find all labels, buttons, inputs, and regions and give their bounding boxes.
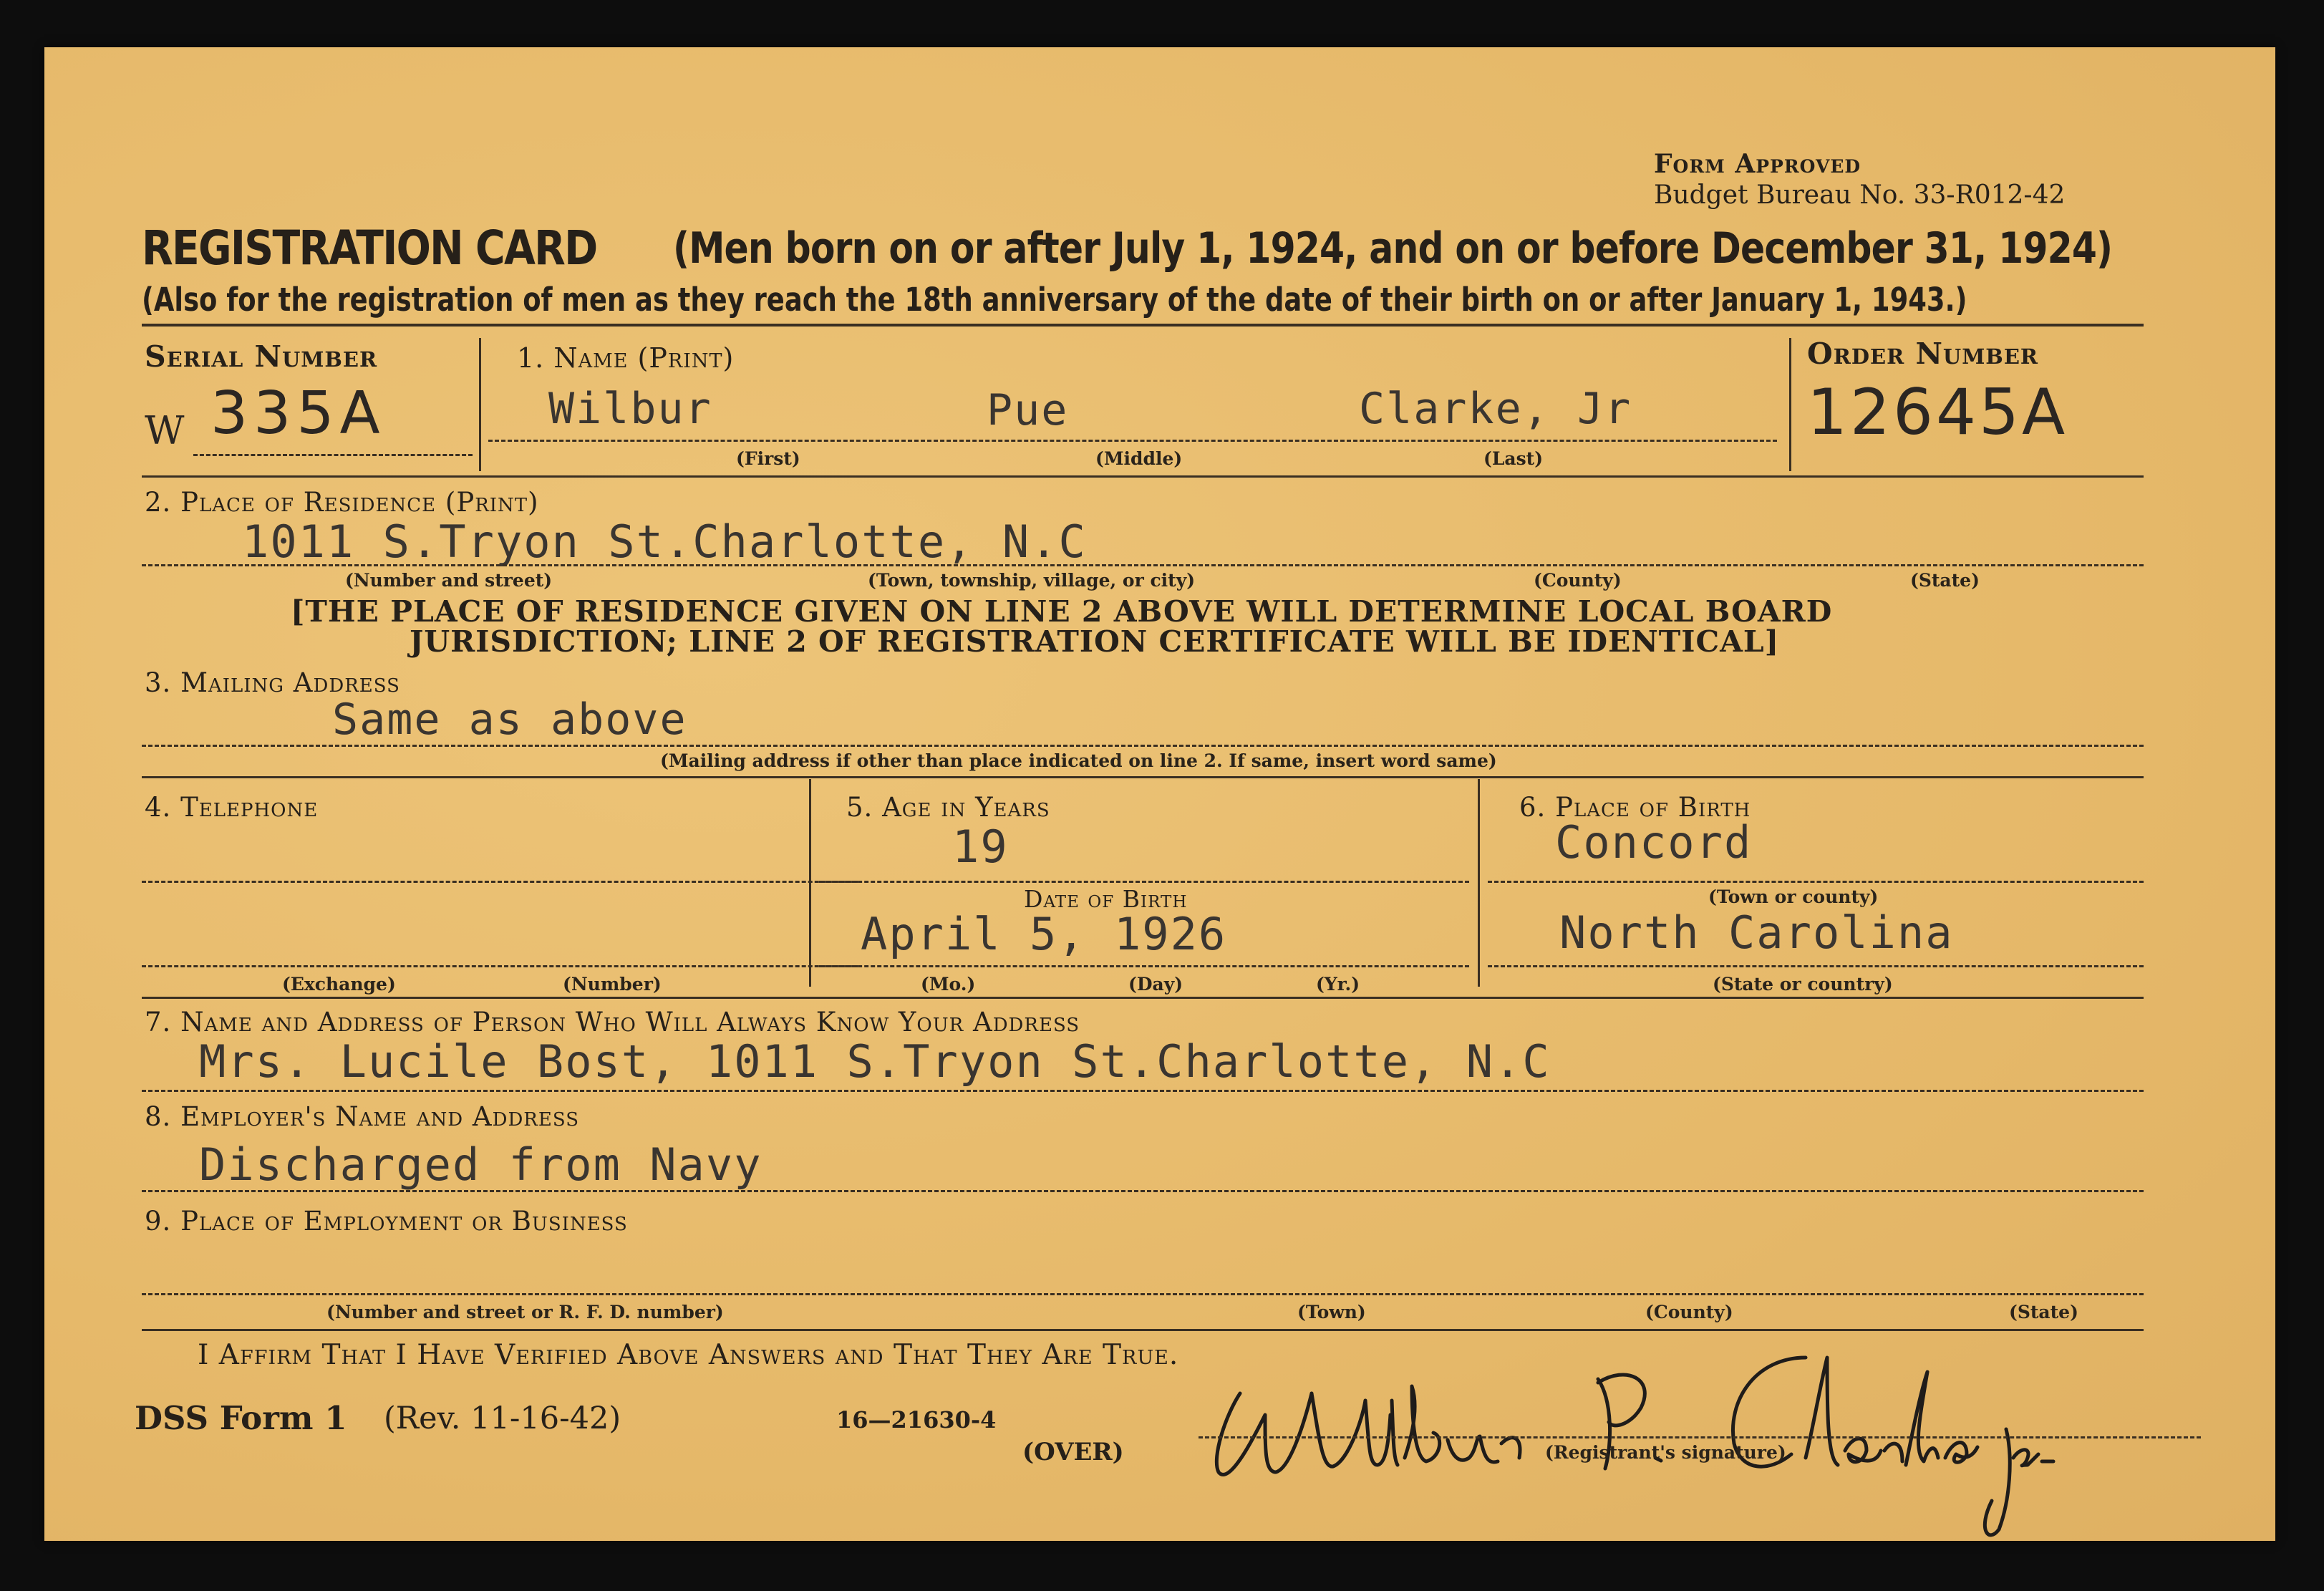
contact-value: Mrs. Lucile Bost, 1011 S.Tryon St.Charlotte, N.C	[199, 1035, 1551, 1088]
caption-town: (Town, township, village, or city)	[868, 570, 1196, 591]
signature-caption: (Registrant's signature)	[1545, 1442, 1786, 1463]
caption-year: (Yr.)	[1316, 974, 1360, 995]
employer-value: Discharged from Navy	[199, 1138, 762, 1191]
dob-value: April 5, 1926	[861, 908, 1227, 960]
print-code: 16—21630-4	[836, 1406, 997, 1433]
serial-prefix: W	[145, 408, 185, 453]
town-caption: (Town or county)	[1708, 886, 1879, 907]
budget-bureau: Budget Bureau No. 33-R012-42	[1654, 180, 2066, 210]
caption-street-rfd: (Number and street or R. F. D. number)	[326, 1302, 724, 1322]
caption-exchange: (Exchange)	[282, 974, 396, 995]
birthplace-label: 6. Place of Birth	[1519, 792, 1751, 823]
employment-underline	[142, 1293, 2144, 1295]
contact-underline	[142, 1090, 2144, 1092]
registration-card	[44, 47, 2275, 1541]
caption-employment-town: (Town)	[1297, 1302, 1366, 1322]
age-label: 5. Age in Years	[846, 792, 1050, 823]
card-title: REGISTRATION CARD	[142, 221, 597, 276]
caption-first: (First)	[736, 448, 800, 469]
divider	[479, 338, 481, 471]
residence-value: 1011 S.Tryon St.Charlotte, N.C	[242, 516, 1087, 568]
caption-number: (Number)	[563, 974, 662, 995]
jurisdiction-notice-1: [THE PLACE OF RESIDENCE GIVEN ON LINE 2 ABOVE WILL DETERMINE LOCAL BOARD	[291, 594, 1833, 629]
jurisdiction-notice-2: JURISDICTION; LINE 2 OF REGISTRATION CERTIFICATE WILL BE IDENTICAL]	[410, 624, 1780, 659]
serial-label: Serial Number	[145, 339, 378, 374]
registrant-signature	[1197, 1315, 2056, 1551]
caption-employment-county: (County)	[1645, 1302, 1733, 1322]
birthplace-underline	[1488, 881, 2144, 883]
caption-employment-state: (State)	[2009, 1302, 2078, 1322]
caption-day: (Day)	[1128, 974, 1183, 995]
name-first: Wilbur	[548, 384, 712, 434]
telephone-underline	[142, 881, 858, 883]
order-value: 12645A	[1807, 375, 2068, 449]
eligibility-note: (Also for the registration of men as they reach the 18th anniversary of the date of their birth on or after January 1, 1943.)	[142, 281, 1967, 319]
mailing-underline	[142, 745, 2144, 747]
employer-underline	[142, 1190, 2144, 1192]
mailing-label: 3. Mailing Address	[145, 667, 400, 698]
order-label: Order Number	[1807, 337, 2039, 371]
mailing-value: Same as above	[332, 695, 687, 745]
dob-underline	[819, 965, 1469, 967]
row-rule	[142, 475, 2144, 478]
caption-county: (County)	[1534, 570, 1622, 591]
divider	[809, 779, 811, 987]
employer-label: 8. Employer's Name and Address	[145, 1101, 580, 1132]
name-middle: Pue	[987, 385, 1069, 435]
row-rule	[142, 776, 2144, 778]
form-id: DSS Form 1	[135, 1399, 347, 1437]
residence-underline	[142, 564, 2144, 566]
form-revision: (Rev. 11-16-42)	[384, 1401, 621, 1436]
age-value: 19	[952, 821, 1009, 873]
serial-underline	[193, 454, 473, 456]
employment-label: 9. Place of Employment or Business	[145, 1206, 628, 1237]
name-last: Clarke, Jr	[1359, 384, 1632, 434]
dob-label: Date of Birth	[1024, 885, 1188, 913]
header-rule	[142, 324, 2144, 327]
birthplace-town: Concord	[1555, 816, 1753, 869]
telephone-label: 4. Telephone	[145, 792, 319, 823]
form-approved: Form Approved	[1654, 149, 1861, 179]
signature-underline	[1199, 1436, 2201, 1438]
divider	[1478, 779, 1480, 987]
serial-value: 335A	[210, 379, 386, 448]
caption-month: (Mo.)	[921, 974, 976, 995]
caption-state: (State)	[1910, 570, 1980, 591]
name-underline	[488, 440, 1777, 442]
row-rule	[142, 997, 2144, 999]
mailing-caption: (Mailing address if other than place indicated on line 2. If same, insert word same)	[660, 750, 1497, 771]
caption-last: (Last)	[1483, 448, 1544, 469]
name-label: 1. Name (Print)	[517, 342, 735, 374]
contact-label: 7. Name and Address of Person Who Will Always Know Your Address	[145, 1007, 1080, 1038]
divider	[1789, 338, 1791, 471]
eligibility-line: (Men born on or after July 1, 1924, and on or before December 31, 1924)	[673, 223, 2113, 274]
caption-street: (Number and street)	[345, 570, 553, 591]
birthplace-state: North Carolina	[1559, 906, 1954, 959]
residence-label: 2. Place of Residence (Print)	[145, 487, 539, 518]
state-underline	[1488, 965, 2144, 967]
age-underline	[819, 881, 1469, 883]
over-note: (OVER)	[1022, 1438, 1124, 1466]
affirmation: I Affirm That I Have Verified Above Answers and That They Are True.	[198, 1339, 1179, 1371]
caption-middle: (Middle)	[1095, 448, 1183, 469]
state-caption: (State or country)	[1713, 974, 1893, 995]
telephone-underline-2	[142, 965, 858, 967]
